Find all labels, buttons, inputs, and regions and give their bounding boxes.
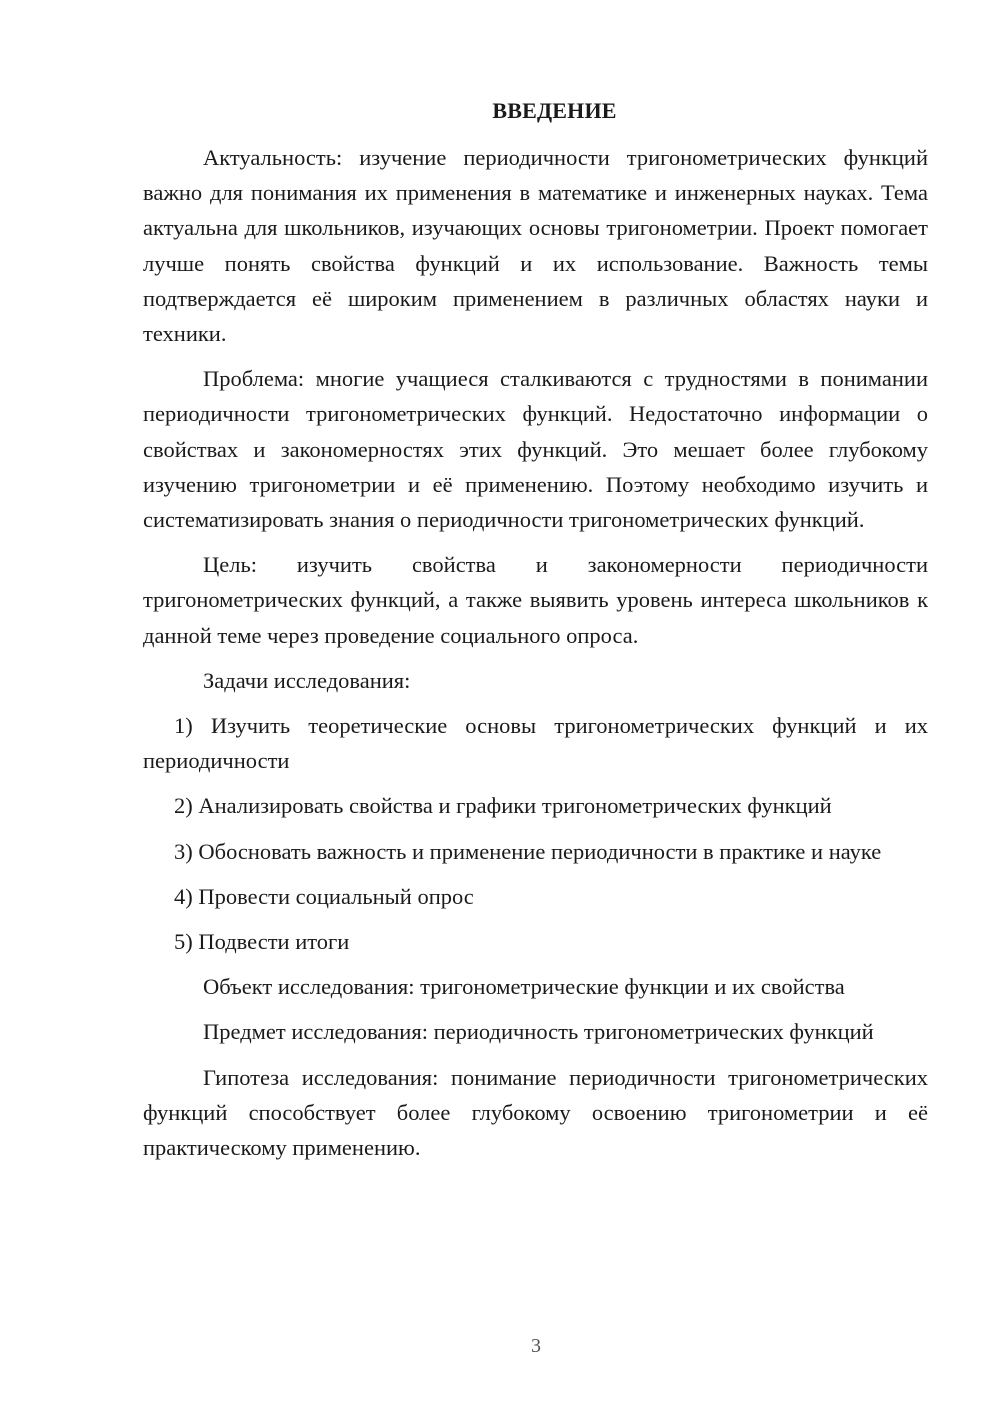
task-item-3: 3) Обосновать важность и применение периодичности в практике и науке xyxy=(174,838,882,864)
page-number: 3 xyxy=(531,1335,541,1357)
task-item-4: 4) Провести социальный опрос xyxy=(174,883,474,909)
task-item-2: 2) Анализировать свойства и графики тригонометрических функций xyxy=(174,793,832,819)
object-paragraph: Объект исследования: тригонометрические функции и их свойства xyxy=(203,974,845,1000)
tasks-heading: Задачи исследования: xyxy=(203,667,411,693)
task-item-1: 1) Изучить теоретические основы тригонометрических функций и их периодичности xyxy=(143,713,928,774)
task-item-5: 5) Подвести итоги xyxy=(174,929,350,955)
hypothesis-paragraph: Гипотеза исследования: понимание периодичности тригонометрических функций способствует более глубокому освоению тригонометрии и её практическому применению. xyxy=(143,1064,928,1161)
section-title: ВВЕДЕНИЕ xyxy=(492,98,617,123)
relevance-paragraph: Актуальность: изучение периодичности тригонометрических функций важно для понимания их применения в математике и инженерных науках. Тема актуальна для школьников, изучающих основы тригонометрии. Проект помогает лучше понять свойства функций и их использование. Важность темы подтверждается её широким применением в различных областях науки и техники. xyxy=(143,145,928,347)
goal-paragraph: Цель: изучить свойства и закономерности периодичности тригонометрических функций, а также выявить уровень интереса школьников к данной теме через проведение социального опроса. xyxy=(143,552,928,648)
subject-paragraph: Предмет исследования: периодичность тригонометрических функций xyxy=(203,1019,874,1045)
problem-paragraph: Проблема: многие учащиеся сталкиваются с трудностями в понимании периодичности тригонометрических функций. Недостаточно информации о свойствах и закономерностях этих функций. Это мешает более глубокому изучению тригонометрии и её применению. Поэтому необходимо изучить и систематизировать знания о периодичности тригонометрических функций. xyxy=(143,366,928,533)
page-content xyxy=(143,96,928,1175)
